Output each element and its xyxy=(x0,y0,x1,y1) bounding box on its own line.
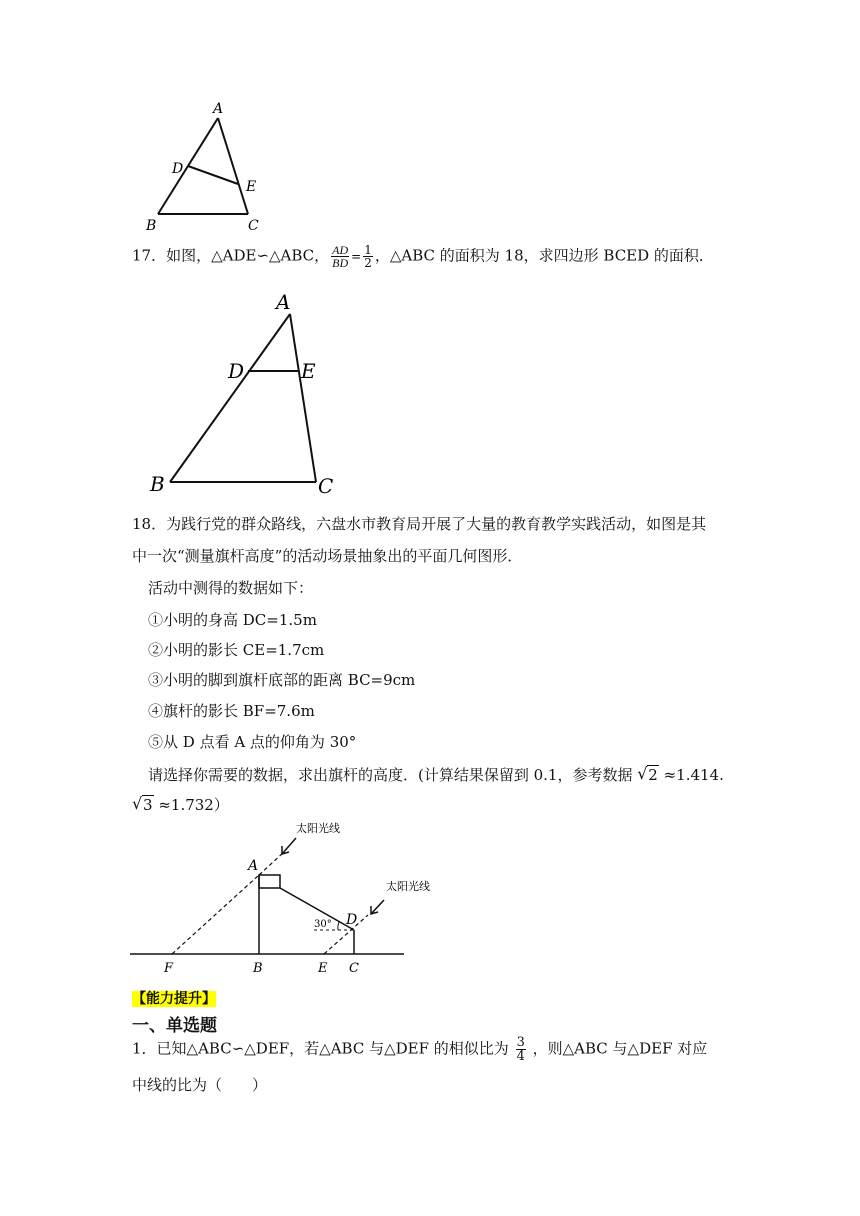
label-d: D xyxy=(228,359,245,383)
question-18-ask xyxy=(148,764,724,785)
question-18-line-1 xyxy=(132,513,706,534)
segment-ac xyxy=(290,314,316,482)
label-c: C xyxy=(248,218,259,234)
label-e: E xyxy=(318,961,328,976)
label-d: D xyxy=(172,161,184,177)
question-17 xyxy=(132,244,714,269)
label-a: A xyxy=(213,101,224,117)
label-f: F xyxy=(164,961,174,976)
equals-sign: = xyxy=(351,249,362,264)
data-intro: 活动中测得的数据如下： xyxy=(148,579,314,597)
fraction-ad-bd: $\frac{AD}{BD}$ xyxy=(332,243,349,270)
data-item-4: ④旗杆的影长 BF=7.6m xyxy=(148,702,315,720)
label-c: C xyxy=(349,961,359,976)
sun-ray-label-2: 太阳光线 xyxy=(386,880,430,893)
label-e: E xyxy=(301,359,316,383)
data-item-2: ②小明的影长 CE=1.7cm xyxy=(148,641,325,659)
label-a: A xyxy=(248,858,259,874)
figure-triangle-q17 xyxy=(140,288,350,500)
label-b: B xyxy=(146,218,157,234)
fraction-three-quarters: $\frac{3}{4}$ xyxy=(516,1035,525,1064)
fraction-one-half: $\frac{1}{2}$ xyxy=(364,243,372,270)
data-item-1: ①小明的身高 DC=1.5m xyxy=(148,611,317,629)
question-number: 17． xyxy=(132,246,167,265)
question-18-line-2: 中一次“测量旗杆高度”的活动场景抽象出的平面几何图形． xyxy=(132,547,523,565)
ask-approx-2: ≈1.414. xyxy=(663,766,724,784)
segment-ac xyxy=(218,118,248,214)
ask-text: 请选择你需要的数据，求出旗杆的高度．(计算结果保留到 0.1，参考数据 xyxy=(148,766,633,784)
angle-label: 30° xyxy=(314,919,332,930)
question-text-rest: ，△ABC 的面积为 18，求四边形 BCED 的面积． xyxy=(374,246,714,265)
question-text: 为践行党的群众路线，六盘水市教育局开展了大量的教育教学实践活动，如图是其 xyxy=(166,515,707,533)
segment-de xyxy=(188,166,238,184)
label-a: A xyxy=(276,290,291,314)
question-text: 已知△ABC∽△DEF，若△ABC 与△DEF 的相似比为 xyxy=(156,1039,509,1058)
label-c: C xyxy=(318,474,334,498)
label-e: E xyxy=(246,179,257,195)
question-1-line-1 xyxy=(132,1036,707,1063)
question-text-rest: ，则△ABC 与△DEF 对应 xyxy=(532,1039,708,1058)
angle-arc xyxy=(338,922,339,930)
question-text: 如图，△ADE∽△ABC， xyxy=(166,246,330,265)
section-tag xyxy=(132,988,216,1008)
question-number: 18． xyxy=(132,515,167,533)
data-item-5: ⑤从 D 点看 A 点的仰角为 30° xyxy=(148,733,357,751)
label-b: B xyxy=(150,472,165,496)
question-1-line-2: 中线的比为（ ） xyxy=(132,1076,268,1094)
data-item-3: ③小明的脚到旗杆底部的距离 BC=9cm xyxy=(148,671,416,689)
label-b: B xyxy=(253,961,263,976)
sun-ray-label-1: 太阳光线 xyxy=(296,822,340,835)
sun-ray-1 xyxy=(172,875,259,954)
sqrt-2: √ 2 xyxy=(637,764,658,784)
sun-arrow-1 xyxy=(282,838,296,854)
figure-triangle-ade xyxy=(140,98,280,234)
label-d: D xyxy=(346,912,358,928)
figure-flagpole xyxy=(128,812,430,976)
ability-tag: 【能力提升】 xyxy=(132,991,216,1007)
building-box xyxy=(259,875,280,888)
sun-ray-1-upper xyxy=(259,852,284,875)
section-heading: 一、单选题 xyxy=(132,1016,217,1036)
segment-ab xyxy=(170,314,290,482)
ask-approx-3: ≈1.732） xyxy=(158,796,229,814)
sqrt-3: √ 3 xyxy=(132,794,153,814)
question-number: 1． xyxy=(132,1039,157,1058)
